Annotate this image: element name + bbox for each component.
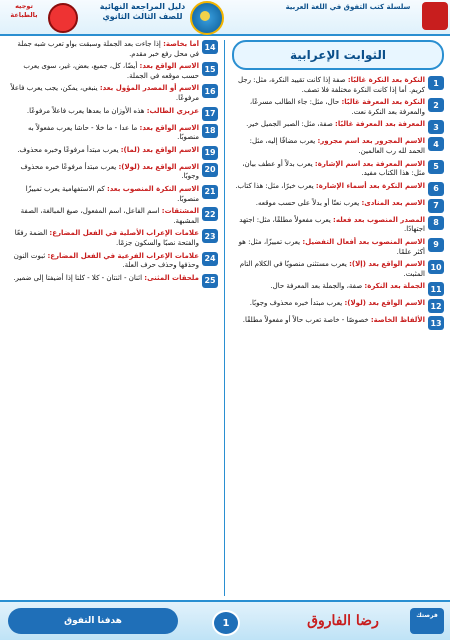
footer-brand: فرصتك — [410, 608, 444, 634]
rule-item — [232, 260, 444, 279]
rule-item — [6, 40, 218, 59]
section-title: الثوابت الإعرابية — [232, 40, 444, 70]
rule-heading: الاسم المعرفة بعد اسم الإشارة: — [314, 159, 425, 168]
rule-item — [6, 274, 218, 288]
rule-body — [232, 137, 425, 156]
rule-text: صفة إذا كانت تقييد النكرة، مثل: رجل كريم. أما إذا كانت النكرة مختلفة فلا تصف. — [237, 76, 425, 94]
rule-body — [232, 199, 425, 209]
rule-heading: الاسم المنصوب بعد أفعال التفضيل: — [302, 237, 425, 246]
rule-body — [6, 163, 199, 182]
rule-body — [6, 40, 199, 59]
rule-body — [232, 299, 425, 309]
rule-number: 4 — [428, 137, 444, 151]
rule-text: يعرب مبتدأ مرفوعًا وخبره محذوف. — [17, 145, 119, 154]
rule-heading: النكرة بعد النكرة غالبًا: — [347, 76, 425, 84]
page-footer — [0, 600, 450, 640]
rule-body — [6, 229, 199, 248]
rule-heading: الجملة بعد النكرة: — [364, 282, 425, 291]
rule-heading: علامات الإعراب الأصلية في الفعل المضارع: — [49, 229, 199, 238]
rule-item — [232, 316, 444, 330]
rule-number: 14 — [202, 40, 218, 54]
rule-number: 13 — [428, 316, 444, 330]
rule-item — [6, 107, 218, 121]
rule-number: 20 — [202, 163, 218, 177]
left-column — [6, 40, 218, 596]
rule-number: 5 — [428, 160, 444, 174]
rule-text: إذا جاءت بعد الجملة وسبقت بواو تعرب شبه جملة في محل رفع خبر مقدم. — [17, 40, 199, 58]
rule-text: يعرب نعتًا أو بدلاً على حسب موقعه. — [255, 198, 360, 207]
emblem-icon — [190, 1, 224, 35]
rule-text: يعرب بدلاً أو عطف بيان، مثل: هذا الكتاب مفيد. — [242, 159, 425, 178]
rule-number: 19 — [202, 146, 218, 160]
rule-heading: ملحقات المثنى: — [144, 273, 199, 282]
rule-text: صفة، مثل: الصبر الجميل خير. — [246, 120, 333, 129]
rule-heading: الاسم بعد المنادى: — [361, 198, 425, 207]
rule-text: هذه الأوزان ما بعدها يعرب فاعلاً مرفوعًا. — [26, 106, 145, 115]
rule-body — [232, 76, 425, 95]
rule-body — [6, 274, 199, 284]
rule-text: يعرب مبتدأ مرفوعًا خبره محذوف وجوبًا. — [20, 162, 199, 181]
rule-body — [6, 62, 199, 81]
rule-text: أيضًا، كل، جميع، بعض، غير، سوى يعرب حسب موقعه في الجملة. — [23, 62, 199, 80]
rule-heading: المشتقات: — [161, 207, 199, 216]
rule-body — [6, 124, 199, 143]
column-divider — [224, 40, 225, 596]
rule-text: يعرب تمييزًا، مثل: هو أكثر علمًا. — [238, 237, 425, 256]
rule-number: 15 — [202, 62, 218, 76]
rule-item — [6, 252, 218, 271]
rule-heading: الاسم أو المصدر المؤول بعد: — [99, 84, 199, 93]
rule-number: 6 — [428, 182, 444, 196]
rule-heading: الاسم النكرة المنصوب بعد: — [106, 184, 199, 193]
rule-body — [232, 216, 425, 235]
left-rules-list — [6, 40, 218, 288]
rule-number: 1 — [428, 76, 444, 90]
author-name: رضا الفاروق — [307, 613, 379, 629]
rule-number: 2 — [428, 98, 444, 112]
rule-number: 16 — [202, 84, 218, 98]
rule-heading: الاسم المجرور بعد اسم مجرور: — [317, 137, 425, 146]
rule-heading: عزيزي الطالب: — [146, 106, 199, 115]
rule-text: يعرب مبتدأ خبره محذوف وجوبًا. — [249, 299, 343, 308]
rule-heading: المصدر المنصوب بعد فعله: — [333, 215, 425, 224]
rule-text: ينبغي، يمكن، يجب يعرب فاعلاً مرفوعًا. — [10, 84, 199, 102]
rule-heading: أما بخاصة: — [163, 40, 199, 48]
rule-item — [232, 299, 444, 313]
rule-body — [232, 120, 425, 130]
publisher-logo — [422, 2, 448, 30]
rule-heading: الاسم الواقع بعد: — [139, 62, 199, 71]
rule-number: 25 — [202, 274, 218, 288]
rule-body — [6, 84, 199, 103]
rule-item — [6, 84, 218, 103]
rule-item — [232, 120, 444, 134]
page-header — [0, 0, 450, 36]
rule-item — [6, 62, 218, 81]
rule-heading: علامات الإعراب الفرعية في الفعل المضارع: — [47, 251, 199, 260]
rule-body — [232, 98, 425, 117]
rule-item — [232, 282, 444, 296]
rule-number: 21 — [202, 185, 218, 199]
rule-text: ما عدا - ما خلا - حاشا يعرب مفعولاً به منصوبًا. — [27, 123, 199, 142]
rule-number: 23 — [202, 229, 218, 243]
rule-text: يعرب مضافًا إليه، مثل: الحمد لله رب العالمين. — [249, 137, 425, 155]
rule-body — [232, 160, 425, 179]
series-title: سلسلة كتب التفوق في اللغة العربية — [285, 3, 411, 11]
rule-body — [232, 182, 425, 192]
rule-text: يعرب خبرًا، مثل: هذا كتاب. — [235, 181, 314, 190]
rule-text: ثبوت النون وحذفها وحذف حرف العلة. — [13, 251, 199, 270]
rule-item — [232, 137, 444, 156]
rule-body — [232, 282, 425, 292]
rule-text: اثنان - اثنتان - كلا - كلتا إذا أضيفتا إلى ضمير. — [13, 273, 143, 282]
rule-item — [6, 185, 218, 204]
footer-slogan: هدفنا التفوق — [8, 608, 178, 634]
rule-item — [232, 160, 444, 179]
rule-text: يعرب مفعولاً مطلقًا، مثل: اجتهد اجتهادًا. — [239, 215, 425, 234]
rule-number: 7 — [428, 199, 444, 213]
rule-item — [6, 163, 218, 182]
rule-heading: المعرفة بعد المعرفة غالبًا: — [335, 120, 425, 129]
rule-heading: الاسم الواقع بعد (إلا): — [349, 260, 425, 269]
rule-heading: الاسم الواقع بعد (لولا): — [118, 162, 199, 171]
rule-item — [6, 207, 218, 226]
rule-number: 22 — [202, 207, 218, 221]
rule-number: 10 — [428, 260, 444, 274]
rule-number: 24 — [202, 252, 218, 266]
rule-heading: الاسم النكرة بعد أسماء الإشارة: — [315, 181, 425, 190]
book-title: دليل المراجعة النهائية للصف الثالث الثانوي — [99, 2, 186, 21]
rule-item — [232, 199, 444, 213]
rule-number: 9 — [428, 238, 444, 252]
rule-body — [232, 316, 425, 326]
rule-heading: الألفاظ الخاصة: — [370, 316, 425, 325]
rule-item — [232, 76, 444, 95]
rule-body — [232, 260, 425, 279]
rule-body — [6, 146, 199, 156]
right-rules-list — [232, 76, 444, 330]
rule-heading: الاسم الواقع بعد: — [139, 123, 199, 132]
rule-body — [6, 252, 199, 271]
rule-item — [232, 216, 444, 235]
rule-number: 8 — [428, 216, 444, 230]
rule-number: 11 — [428, 282, 444, 296]
rule-number: 3 — [428, 120, 444, 134]
rule-text: خصوصًا - خاصة تعرب حالاً أو مفعولاً مطلقًا. — [242, 316, 369, 325]
rule-item — [232, 98, 444, 117]
rule-text: يعرب مستثنى منصوبًا في الكلام التام المثبت. — [239, 260, 425, 278]
rule-item — [6, 124, 218, 143]
page-number: 1 — [212, 610, 240, 636]
rule-number: 17 — [202, 107, 218, 121]
rule-item — [6, 229, 218, 248]
rule-text: الضمة رفعًا والفتحة نصبًا والسكون جزمًا. — [14, 229, 199, 247]
rule-body — [232, 238, 425, 257]
rule-body — [6, 107, 199, 117]
rule-number: 18 — [202, 124, 218, 138]
rule-text: كم الاستفهامية يعرب تمييزًا منصوبًا. — [25, 184, 199, 203]
rule-item — [232, 182, 444, 196]
rule-heading: الاسم الواقع بعد (لولا): — [344, 299, 425, 308]
rule-body — [6, 185, 199, 204]
right-column — [232, 40, 444, 596]
rule-text: صفة، والجملة بعد المعرفة حال. — [270, 282, 363, 291]
rule-number: 12 — [428, 299, 444, 313]
rule-text: حال، مثل: جاء الطالب مسرعًا، والمعرفة بعد النكرة نعت. — [249, 98, 425, 116]
header-tag: توجيه بالطباعة — [10, 2, 38, 19]
rule-text: اسم الفاعل، اسم المفعول، صيغ المبالغة، الصفة المشبهة. — [20, 207, 199, 225]
rule-item — [232, 238, 444, 257]
rule-item — [6, 146, 218, 160]
rule-heading: النكرة بعد المعرفة غالبًا: — [341, 98, 425, 107]
rule-body — [6, 207, 199, 226]
rule-heading: الاسم الواقع بعد (لما): — [120, 145, 199, 154]
badge-icon — [48, 3, 78, 33]
